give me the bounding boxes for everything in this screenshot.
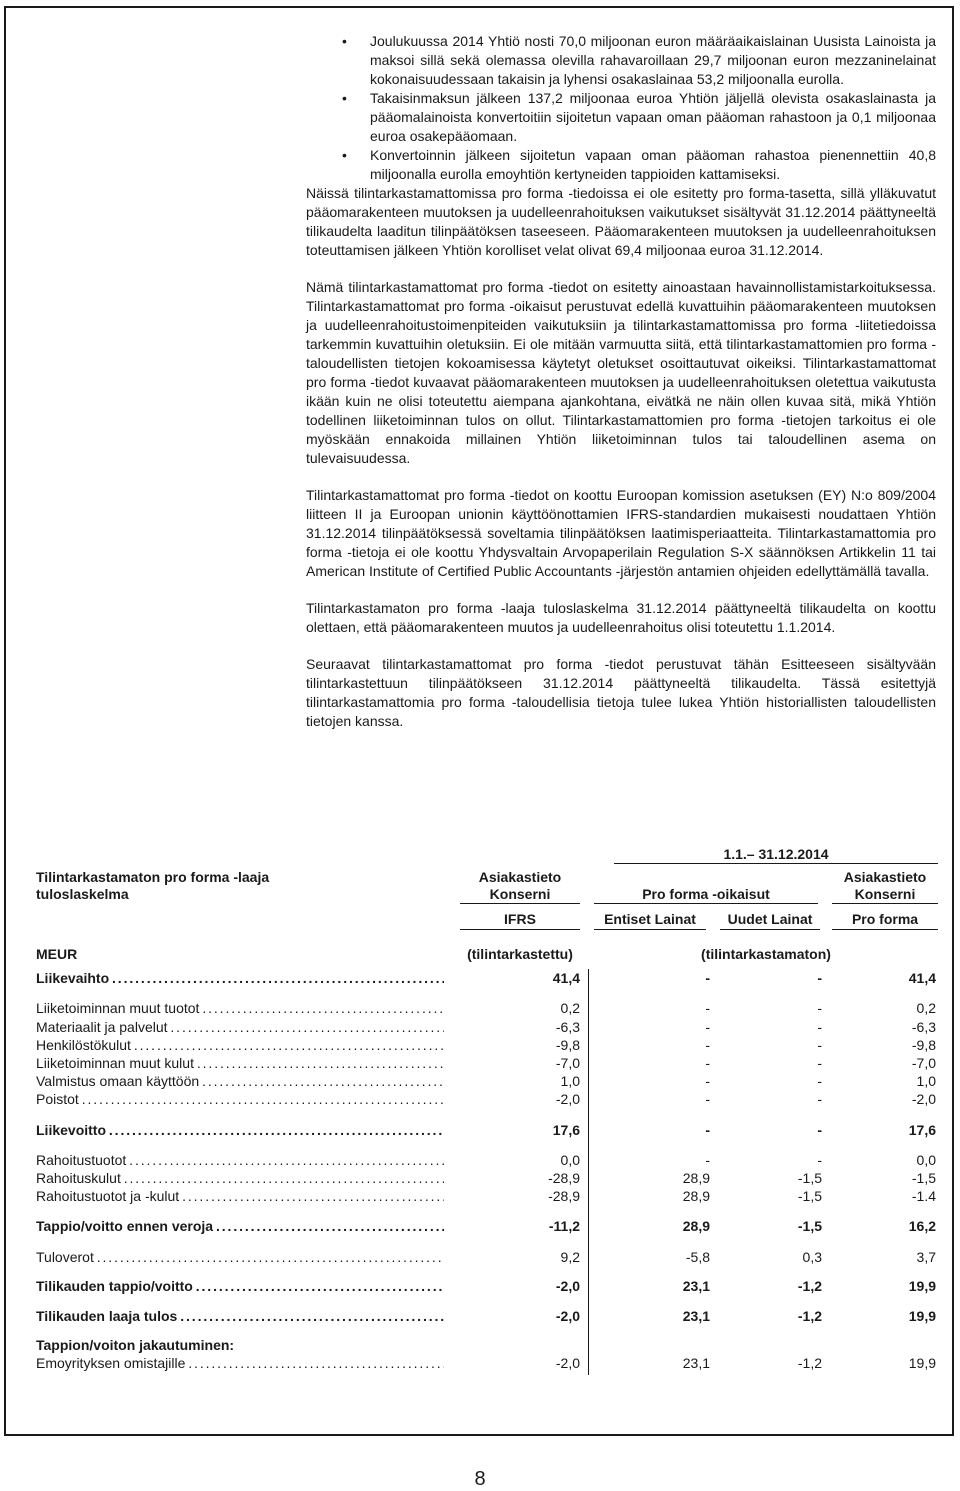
row-label: Rahoituskulut . . . [36, 1169, 444, 1188]
table-row [36, 1090, 938, 1109]
row-value-col3: -1,2 [797, 1278, 822, 1294]
table-row [36, 1151, 938, 1170]
row-value-col1: -2,0 [555, 1278, 580, 1294]
row-value-col4: 16,2 [908, 1218, 936, 1234]
row-value-col1: -7,0 [555, 1055, 580, 1071]
paragraph: Näissä tilintarkastamattomissa pro forma -tiedoissa ei ole esitetty pro forma-tasetta, sillä ylläkuvatut pääomarakenteen muutoksen ja uudelleenrahoituksen vaikutukset sisältyvät 31.12.2014 päättyneeltä tilikaudelta laaditun tilinpäätöksen taseeseen. Pääomarakenteen muutoksen ja uudelleenrahoituksen toteuttamisen jälkeen Yhtiön korolliset velat olivat 69,4 miljoonaa euroa 31.12.2014. [306, 185, 936, 258]
unaudited-label: (tilintarkastamaton) [701, 946, 831, 962]
row-value-col4: -1.4 [911, 1188, 936, 1204]
row-value-col3: - [817, 1019, 822, 1035]
row-label: Liikevaihto . . . [36, 969, 444, 988]
row-label: Rahoitustuotot . . . [36, 1151, 444, 1170]
row-value-col2: -5,8 [685, 1249, 710, 1265]
table-row [36, 1054, 938, 1073]
paragraph: Tilintarkastamattomat pro forma -tiedot on koottu Euroopan komission asetuksen (EY) N:o 809/2004 liitteen II ja Euroopan unionin käyttöönottamien IFRS-standardien mukaisesti noudattaen Yhtiön 31.12.2014 tilinpäätöksessä soveltamia tilinpäätöksen laatimisperiaatteita. Tilintarkastamattomia pro forma -tietoja ei ole koottu Yhdysvaltain Arvopaperilain Regulation S-X säännöksen Artikkelin 11 tai American Institute of Certified Public Accountants -järjestön antamien ohjeiden edellyttämällä tavalla. [306, 487, 936, 579]
row-value-col3: -1,2 [797, 1308, 822, 1324]
row-value-col3: - [817, 1152, 822, 1168]
row-label: Liiketoiminnan muut tuotot . . . [36, 999, 444, 1018]
row-value-col1: 41,4 [552, 970, 580, 986]
bullet-item: • Takaisinmaksun jälkeen 137,2 miljoonaa euroa Yhtiön jäljellä olevista osakaslainasta ja pääomalainoista konvertoitiin sijoitetun vapaan oman pääoman rahastoon ja 0,1 miljoonaa euroa osakepääomaan. [342, 90, 936, 144]
row-value-col4: 0,0 [916, 1152, 936, 1168]
row-value-col1: 0,2 [560, 1000, 580, 1016]
row-value-col3: 0,3 [802, 1249, 822, 1265]
col1-sub-header: IFRS [460, 909, 580, 930]
row-value-col1: 17,6 [552, 1122, 580, 1138]
row-value-col2: - [705, 1000, 710, 1016]
table-row [36, 1018, 938, 1037]
table-row [36, 1248, 938, 1267]
row-value-col3: -1,2 [797, 1355, 822, 1371]
row-value-col1: -6,3 [555, 1019, 580, 1035]
row-value-col3: - [817, 1073, 822, 1089]
col3-sub-header: Uudet Lainat [720, 909, 820, 930]
paragraph: Tilintarkastamaton pro forma -laaja tuloslaskelma 31.12.2014 päättyneeltä tilikaudelta on koottu olettaen, että pääomarakenteen muutos ja uudelleenrahoitus olisi toteutettu 1.1.2014. [306, 600, 936, 635]
col1-header: Asiakastieto Konserni [460, 869, 580, 904]
body-text [306, 32, 936, 731]
bullet-icon: • [342, 90, 347, 106]
row-label: Tuloverot . . . [36, 1248, 444, 1267]
row-value-col2: 23,1 [682, 1308, 710, 1324]
row-label: Materiaalit ja palvelut . . . [36, 1018, 444, 1037]
table-title: Tilintarkastamaton pro forma -laaja tuloslaskelma [36, 869, 270, 902]
row-value-col2: - [705, 1073, 710, 1089]
row-label: Tilikauden tappio/voitto . . . [36, 1277, 444, 1296]
col4-sub-header: Pro forma [832, 909, 938, 930]
row-label: Valmistus omaan käyttöön . . . [36, 1072, 444, 1091]
bullet-icon: • [342, 147, 347, 163]
row-value-col4: 17,6 [908, 1122, 936, 1138]
bullet-item: • Konvertoinnin jälkeen sijoitetun vapaan oman pääoman rahastoa pienennettiin 40,8 miljoonalla eurolla emoyhtiön kertyneiden tappioiden kattamiseksi. [342, 147, 936, 182]
row-value-col2: - [705, 1037, 710, 1053]
row-value-col2: - [705, 970, 710, 986]
row-value-col1: -9,8 [555, 1037, 580, 1053]
row-value-col2: - [705, 1055, 710, 1071]
row-value-col4: 19,9 [908, 1308, 936, 1324]
row-value-col2: 28,9 [682, 1188, 710, 1204]
row-label: Liiketoiminnan muut kulut . . . [36, 1054, 444, 1073]
row-value-col3: - [817, 1122, 822, 1138]
paragraph: Seuraavat tilintarkastamattomat pro forma -tiedot perustuvat tähän Esitteeseen sisältyvään tilintarkastettuun tilinpäätökseen 31.12.2014 päättyneeltä tilikaudelta. Tässä esitettyjä tilintarkastamattomia pro forma -taloudellisia tietoja tulee lukea Yhtiön historiallisten taloudellisten tietojen kanssa. [306, 656, 936, 729]
row-value-col3: - [817, 1091, 822, 1107]
row-label: Emoyrityksen omistajille . . . [36, 1354, 444, 1373]
unit-label: MEUR [36, 946, 78, 962]
row-value-col4: 19,9 [908, 1278, 936, 1294]
row-value-col3: - [817, 1055, 822, 1071]
row-value-col4: 19,9 [908, 1355, 936, 1371]
row-value-col1: -28,9 [548, 1170, 580, 1186]
row-value-col2: - [705, 1019, 710, 1035]
table-row [36, 1277, 938, 1296]
bullet-list [306, 32, 936, 184]
table-row [36, 1354, 938, 1373]
table-row [36, 1187, 938, 1206]
row-value-col4: -6,3 [911, 1019, 936, 1035]
table-row [36, 1169, 938, 1188]
row-value-col1: 1,0 [560, 1073, 580, 1089]
page-number: 8 [474, 1468, 486, 1490]
row-value-col4: -9,8 [911, 1037, 936, 1053]
table-row [36, 1336, 938, 1355]
paragraph: Nämä tilintarkastamattomat pro forma -tiedot on esitetty ainoastaan havainnollistamistarkoituksessa. Tilintarkastamattomat pro forma -oikaisut perustuvat edellä kuvattuihin pääomarakenteen muutoksen ja uudelleenrahoitustoimenpiteiden vaikutuksiin ja tilintarkastamattomissa pro forma -liitetiedoissa tarkemmin kuvattuihin oletuksiin. Ei ole mitään varmuutta siitä, että tilintarkastamattomien pro forma -taloudellisten tietojen kokoamisessa käytetyt oletukset osoittautuvat oikeiksi. Tilintarkastamattomat pro forma -tiedot kuvaavat pääomarakenteen muutoksen ja uudelleenrahoituksen oletettua vaikutusta ikään kuin ne olisi toteutettu aiempana ajankohtana, eivätkä ne näin ollen kuvaa sitä, mikä Yhtiön todellinen liiketoiminnan tulos on ollut. Tilintarkastamattomien pro forma -tietojen tarkoitus ei ole myöskään ennakoida millainen Yhtiön liiketoiminnan tulos tai taloudellinen asema on tulevaisuudessa. [306, 279, 936, 466]
row-value-col1: -28,9 [548, 1188, 580, 1204]
bullet-item: • Joulukuussa 2014 Yhtiö nosti 70,0 miljoonan euron määräaikaislainan Uusista Lainoista ja maksoi sillä sekä olemassa olevilla rahavaroillaan 29,7 miljoonan euron mezzaninelainat kokonaisuudessaan takaisin ja lyhensi osakaslainaa 53,2 miljoonalla eurolla. [342, 33, 936, 87]
audited-label: (tilintarkastettu) [467, 946, 573, 962]
row-value-col4: 0,2 [916, 1000, 936, 1016]
row-value-col2: - [705, 1091, 710, 1107]
row-value-col2: - [705, 1152, 710, 1168]
table-row [36, 1036, 938, 1055]
row-value-col4: -1,5 [911, 1170, 936, 1186]
table-row [36, 1217, 938, 1236]
period-header: 1.1.– 31.12.2014 [614, 845, 938, 864]
row-value-col3: -1,5 [797, 1188, 822, 1204]
row-value-col1: -11,2 [548, 1218, 580, 1234]
row-label: Tappion/voiton jakautuminen: [36, 1337, 235, 1353]
table-row [36, 1072, 938, 1091]
row-label: Tilikauden laaja tulos . . . [36, 1307, 444, 1326]
row-value-col3: - [817, 1000, 822, 1016]
row-label: Tappio/voitto ennen veroja . . . [36, 1217, 444, 1236]
row-value-col3: -1,5 [797, 1170, 822, 1186]
row-label: Rahoitustuotot ja -kulut . . . [36, 1187, 444, 1206]
row-value-col3: -1,5 [797, 1218, 822, 1234]
row-value-col2: 23,1 [682, 1355, 710, 1371]
row-value-col3: - [817, 970, 822, 986]
bullet-icon: • [342, 33, 347, 49]
row-value-col4: 41,4 [908, 970, 936, 986]
adjustments-header: Pro forma -oikaisut [594, 886, 818, 904]
row-label: Henkilöstökulut . . . [36, 1036, 444, 1055]
table-row [36, 999, 938, 1018]
row-value-col2: 28,9 [682, 1218, 710, 1234]
row-label: Liikevoitto . . . [36, 1121, 444, 1140]
row-value-col1: -2,0 [555, 1091, 580, 1107]
row-value-col3: - [817, 1037, 822, 1053]
row-value-col4: -7,0 [911, 1055, 936, 1071]
column-divider [588, 969, 589, 1375]
table-row [36, 1121, 938, 1140]
col2-sub-header: Entiset Lainat [594, 909, 706, 930]
row-value-col4: 3,7 [916, 1249, 936, 1265]
row-label: Poistot . . . [36, 1090, 444, 1109]
row-value-col1: -2,0 [555, 1308, 580, 1324]
row-value-col1: 9,2 [560, 1249, 580, 1265]
row-value-col1: -2,0 [555, 1355, 580, 1371]
row-value-col2: 28,9 [682, 1170, 710, 1186]
row-value-col2: 23,1 [682, 1278, 710, 1294]
table-row [36, 969, 938, 988]
row-value-col2: - [705, 1122, 710, 1138]
col4-header: Asiakastieto Konserni [832, 869, 938, 904]
row-value-col4: 1,0 [916, 1073, 936, 1089]
row-value-col1: 0,0 [560, 1152, 580, 1168]
row-value-col4: -2,0 [911, 1091, 936, 1107]
table-row [36, 1307, 938, 1326]
